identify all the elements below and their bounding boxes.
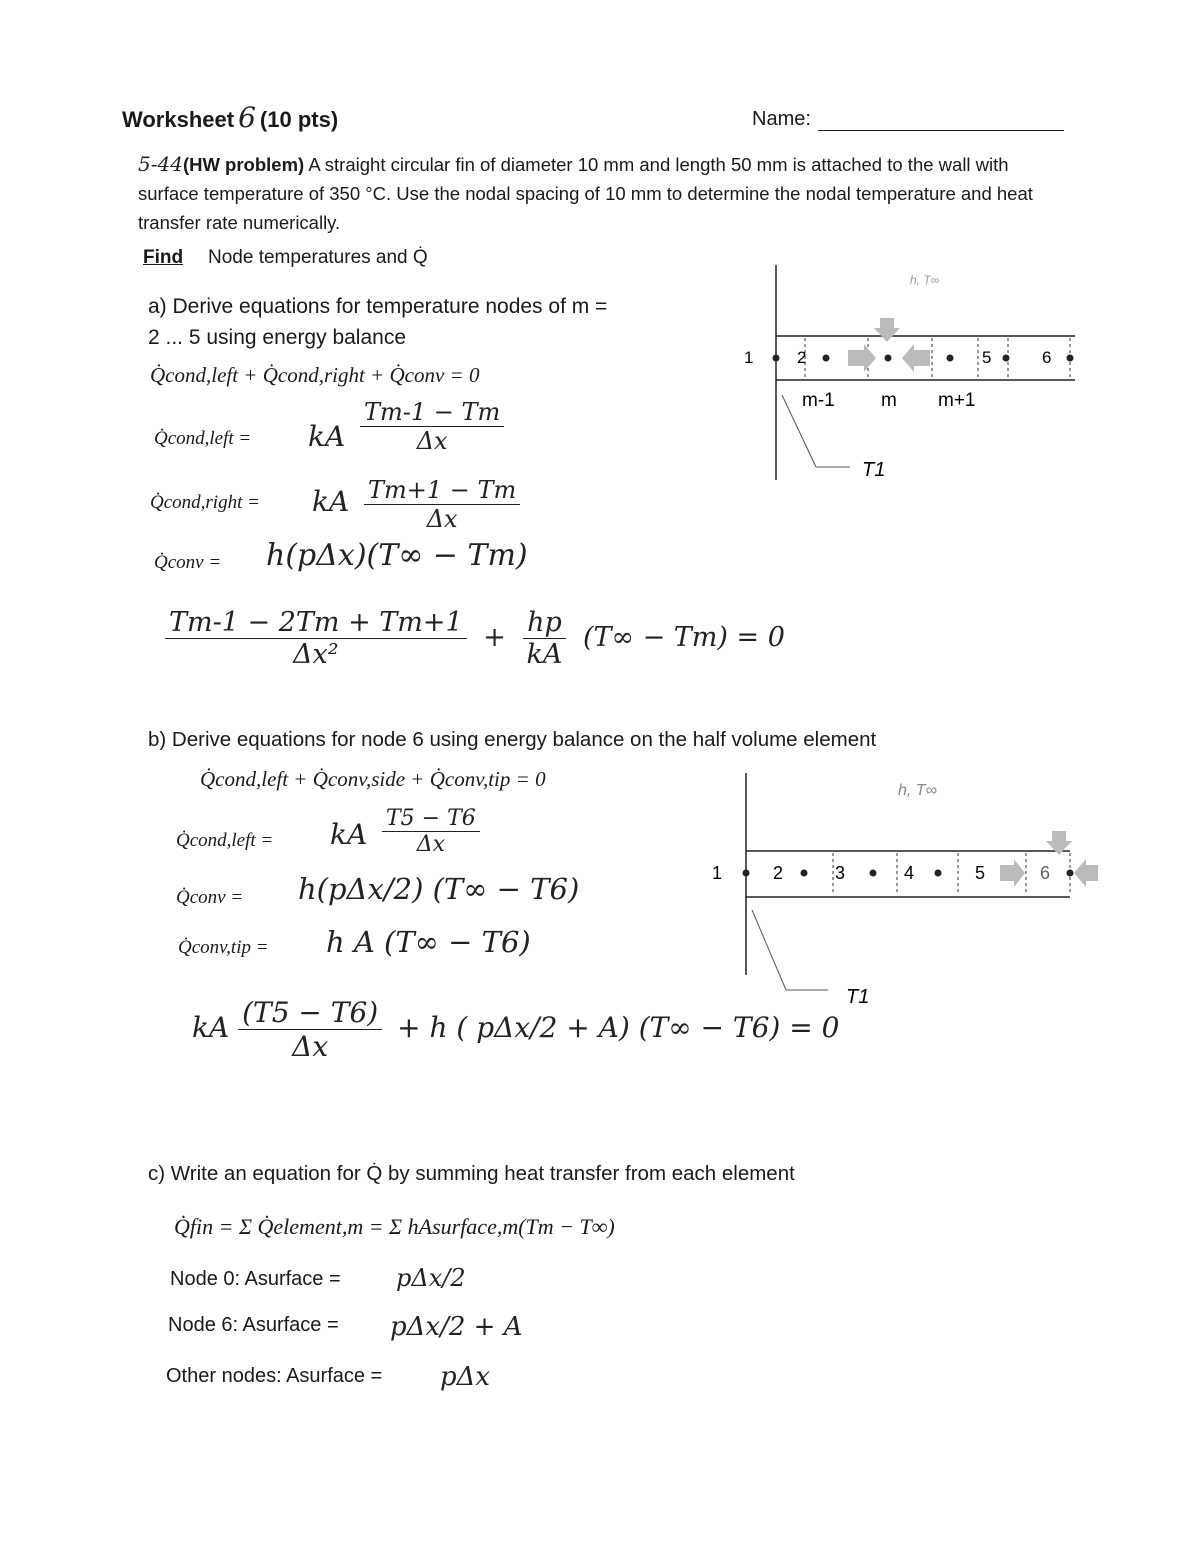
part-b-balance-equation: Q̇cond,left + Q̇conv,side + Q̇conv,tip = 0 — [200, 767, 546, 791]
node-label-2: 2 — [797, 348, 807, 367]
heat-arrow-tip-icon — [1074, 859, 1098, 887]
node-dot — [1067, 355, 1074, 362]
part-a-final-equation — [165, 607, 785, 670]
problem-text: A straight circular fin of diameter 10 mm and length 50 mm is attached to the wall with surface temperature of 350 °C. Use the nodal spacing of 10 mm to determine the nodal temperature and heat transfer rate numerically. — [138, 154, 1033, 233]
node0-expression: pΔx/2 — [396, 1264, 466, 1292]
part-b-conv-tip-expression: h A (T∞ − T6) — [326, 925, 531, 959]
part-b-final-numerator: (T5 − T6) — [238, 996, 382, 1030]
name-field-line[interactable] — [818, 130, 1064, 131]
part-b-cond-left-label: Q̇cond,left = — [176, 830, 274, 851]
part-b-conv-tip-label: Q̇conv,tip = — [178, 937, 269, 958]
other-nodes-expression: pΔx — [440, 1362, 491, 1392]
part-a-final-tail: (T∞ − Tm) = 0 — [582, 622, 785, 653]
title-number: 6 — [238, 101, 256, 134]
problem-number: 5-44 — [138, 152, 183, 176]
node-label-6: 6 — [1040, 863, 1051, 883]
part-a-cond-right-fraction — [364, 476, 520, 533]
part-a-prompt-line2: 2 ... 5 using energy balance — [148, 326, 407, 349]
wall-temperature-label: T1 — [862, 459, 886, 481]
part-a-final-frac-numerator: hp — [523, 607, 566, 639]
node-dot — [1067, 870, 1074, 877]
node-label-5: 5 — [982, 348, 992, 367]
part-a-final-plus: + — [483, 622, 506, 653]
node6-expression: pΔx/2 + A — [390, 1312, 523, 1342]
heat-arrow-down-icon — [874, 318, 900, 342]
node-dot — [885, 355, 892, 362]
node-dot — [823, 355, 830, 362]
part-a-balance-equation: Q̇cond,left + Q̇cond,right + Q̇conv = 0 — [150, 363, 480, 387]
title-prefix: Worksheet — [122, 107, 235, 132]
node-label-5: 5 — [975, 863, 986, 883]
fin-diagram-b — [700, 765, 1120, 1025]
part-b-final-coef: kA — [192, 1011, 230, 1044]
problem-tag: (HW problem) — [182, 154, 305, 175]
node-dot — [870, 870, 877, 877]
name-label: Name: — [752, 108, 811, 130]
node-dot — [743, 870, 750, 877]
find-text: Node temperatures and Q̇ — [208, 247, 428, 268]
part-a-final-numerator: Tm-1 − 2Tm + Tm+1 — [165, 607, 467, 639]
node0-label: Node 0: Asurface = — [170, 1268, 341, 1290]
other-nodes-label: Other nodes: Asurface = — [166, 1365, 383, 1387]
part-b-conv-label: Q̇conv = — [176, 887, 244, 908]
find-label: Find — [143, 247, 184, 268]
node-dot — [773, 355, 780, 362]
node6-label: Node 6: Asurface = — [168, 1314, 339, 1336]
part-a-cond-right-coef: kA — [312, 485, 350, 518]
part-a-cond-left-fraction — [360, 398, 504, 455]
part-b-prompt: b) Derive equations for node 6 using energy balance on the half volume element — [148, 728, 877, 751]
node-label-6: 6 — [1042, 348, 1052, 367]
part-a-cond-left-numerator: Tm-1 − Tm — [360, 398, 504, 427]
part-c-sum-equation: Q̇fin = Σ Q̇element,m = Σ hAsurface,m(Tm − T∞) — [174, 1214, 615, 1239]
part-b-conv-expression: h(pΔx/2) (T∞ − T6) — [298, 872, 580, 906]
fin-diagram-a — [730, 260, 1090, 500]
part-a-conv-label: Q̇conv = — [154, 552, 222, 573]
node-dot — [947, 355, 954, 362]
node-label-3: 3 — [835, 863, 846, 883]
label-m-plus-1: m+1 — [938, 390, 976, 411]
heat-arrow-right-icon — [848, 344, 876, 372]
label-m: m — [881, 390, 897, 411]
node-dot — [935, 870, 942, 877]
label-m-minus-1: m-1 — [802, 390, 835, 411]
part-a-cond-right-label: Q̇cond,right = — [150, 492, 260, 513]
part-a-prompt-line1: a) Derive equations for temperature nodes of m = — [148, 295, 608, 318]
heat-arrow-left-icon — [902, 344, 930, 372]
part-a-cond-right-denominator: Δx — [426, 505, 458, 533]
part-b-cond-left-fraction — [382, 806, 480, 857]
problem-statement — [138, 150, 1043, 237]
node-label-1: 1 — [712, 863, 723, 883]
node-label-1: 1 — [744, 348, 754, 367]
part-b-final-tail: + h ( pΔx/2 + A) (T∞ − T6) = 0 — [397, 1011, 840, 1044]
part-a-cond-left-label: Q̇cond,left = — [154, 428, 252, 449]
node-label-4: 4 — [904, 863, 915, 883]
env-label: h, T∞ — [910, 273, 940, 287]
part-a-cond-right-numerator: Tm+1 − Tm — [364, 476, 520, 505]
part-a-conv-expression: h(pΔx)(T∞ − Tm) — [266, 538, 528, 573]
part-b-cond-left-numerator: T5 − T6 — [382, 806, 480, 832]
node-dot — [801, 870, 808, 877]
node-label-2: 2 — [773, 863, 784, 883]
part-b-final-denominator: Δx — [292, 1030, 329, 1063]
node-dot — [1003, 355, 1010, 362]
part-b-cond-left-denominator: Δx — [416, 832, 446, 857]
part-a-final-frac-denominator: kA — [526, 639, 563, 670]
part-a-cond-left-denominator: Δx — [416, 427, 448, 455]
part-b-cond-left-coef: kA — [330, 818, 368, 851]
part-c-prompt: c) Write an equation for Q̇ by summing heat transfer from each element — [148, 1162, 795, 1185]
worksheet-title — [122, 101, 338, 134]
part-a-cond-left-coef: kA — [308, 420, 346, 453]
env-label: h, T∞ — [898, 782, 937, 799]
wall-temperature-label: T1 — [846, 986, 870, 1008]
title-suffix: (10 pts) — [259, 107, 339, 132]
part-a-final-denominator: Δx² — [293, 639, 339, 670]
heat-arrow-right-icon — [1000, 859, 1025, 887]
wall-pointer — [752, 910, 786, 990]
